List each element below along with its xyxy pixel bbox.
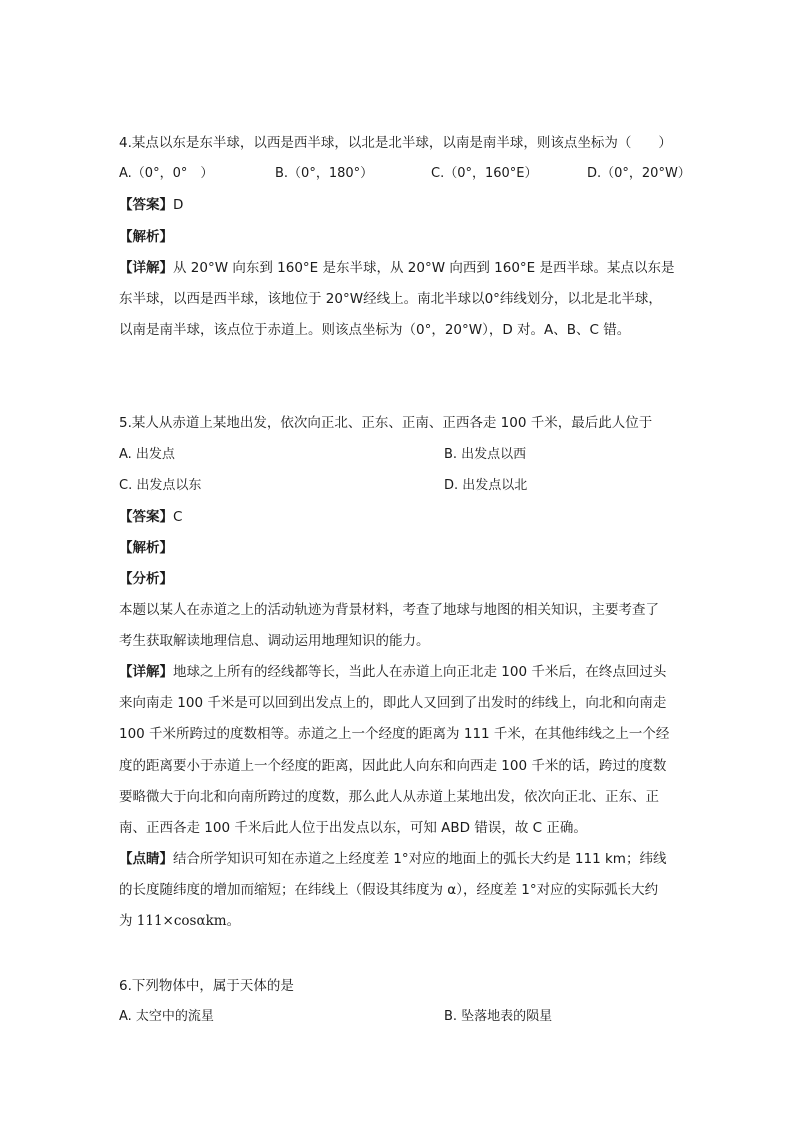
q6-option-a: A. 太空中的流星 bbox=[119, 1009, 214, 1024]
answer-value: D bbox=[173, 197, 184, 213]
q6-option-b: B. 坠落地表的陨星 bbox=[444, 1009, 553, 1024]
q5-answer bbox=[119, 507, 182, 527]
q4-option-a: A.（0°，0° ） bbox=[119, 166, 214, 181]
answer-tag: 【答案】 bbox=[119, 197, 173, 213]
q5-fenxi-line-2: 考生获取解读地理信息、调动运用地理知识的能力。 bbox=[119, 633, 430, 649]
q4-answer bbox=[119, 195, 183, 215]
q5-option-b: B. 出发点以西 bbox=[444, 447, 527, 462]
q5-stem: 5.某人从赤道上某地出发，依次向正北、正东、正南、正西各走 100 千米，最后此人位于 bbox=[119, 415, 653, 431]
q5-detail-line-5: 要略微大于向北和向南所跨过的度数，那么此人从赤道上某地出发，依次向正北、正东、正 bbox=[119, 789, 659, 805]
answer-tag: 【答案】 bbox=[119, 509, 173, 525]
q5-fenxi-tag bbox=[119, 569, 173, 589]
q5-detail-line-6: 南、正西各走 100 千米后此人位于出发点以东，可知 ABD 错误，故 C 正确。 bbox=[119, 820, 587, 836]
q4-detail-line-1 bbox=[119, 258, 674, 278]
q5-fenxi-line-1: 本题以某人在赤道之上的活动轨迹为背景材料，考查了地球与地图的相关知识，主要考查了 bbox=[119, 602, 659, 618]
q5-tip-line-1 bbox=[119, 849, 666, 869]
q4-option-b: B.（0°，180°） bbox=[275, 166, 374, 181]
detail-tag: 【详解】 bbox=[119, 260, 173, 276]
q5-detail-line-1 bbox=[119, 662, 666, 682]
detail-tag: 【详解】 bbox=[119, 664, 173, 680]
q5-detail-line-4: 度的距离要小于赤道上一个经度的距离，因此此人向东和向西走 100 千米的话，跨过的度数 bbox=[119, 758, 667, 774]
q5-tip-line-2: 的长度随纬度的增加而缩短；在纬线上（假设其纬度为 α），经度差 1°对应的实际弧长大约 bbox=[119, 882, 659, 898]
q5-option-c: C. 出发点以东 bbox=[119, 478, 202, 493]
q5-option-a: A. 出发点 bbox=[119, 447, 175, 462]
detail-text: 地球之上所有的经线都等长，当此人在赤道上向正北走 100 千米后，在终点回过头 bbox=[173, 664, 667, 680]
q4-detail-line-3: 以南是南半球，该点位于赤道上。则该点坐标为（0°，20°W），D 对。A、B、C 错。 bbox=[119, 322, 631, 338]
q5-option-d: D. 出发点以北 bbox=[444, 478, 528, 493]
q5-tip-line-3: 为 111×cosαkm。 bbox=[119, 913, 241, 929]
q6-stem: 6.下列物体中，属于天体的是 bbox=[119, 978, 294, 994]
q5-analysis-tag bbox=[119, 538, 173, 558]
tip-tag: 【点睛】 bbox=[119, 851, 173, 867]
q5-detail-line-2: 来向南走 100 千米是可以回到出发点上的，即此人又回到了出发时的纬线上，向北和向南走 bbox=[119, 695, 667, 711]
answer-value: C bbox=[173, 509, 183, 525]
analysis-tag: 【解析】 bbox=[119, 229, 173, 245]
q4-stem: 4.某点以东是东半球，以西是西半球，以北是北半球，以南是南半球，则该点坐标为（ ） bbox=[119, 135, 672, 151]
q5-detail-line-3: 100 千米所跨过的度数相等。赤道之上一个经度的距离为 111 千米，在其他纬线之上一个经 bbox=[119, 726, 670, 742]
fenxi-tag: 【分析】 bbox=[119, 571, 173, 587]
detail-text: 从 20°W 向东到 160°E 是东半球，从 20°W 向西到 160°E 是西半球。某点以东是 bbox=[173, 260, 675, 276]
analysis-tag: 【解析】 bbox=[119, 540, 173, 556]
q4-analysis-tag bbox=[119, 227, 173, 247]
q4-detail-line-2: 东半球，以西是西半球，该地位于 20°W经线上。南北半球以0°纬线划分，以北是北半球， bbox=[119, 291, 662, 307]
q4-option-d: D.（0°，20°W） bbox=[587, 166, 691, 181]
tip-text: 结合所学知识可知在赤道之上经度差 1°对应的地面上的弧长大约是 111 km；纬线 bbox=[173, 851, 667, 867]
q4-option-c: C.（0°，160°E） bbox=[431, 166, 538, 181]
